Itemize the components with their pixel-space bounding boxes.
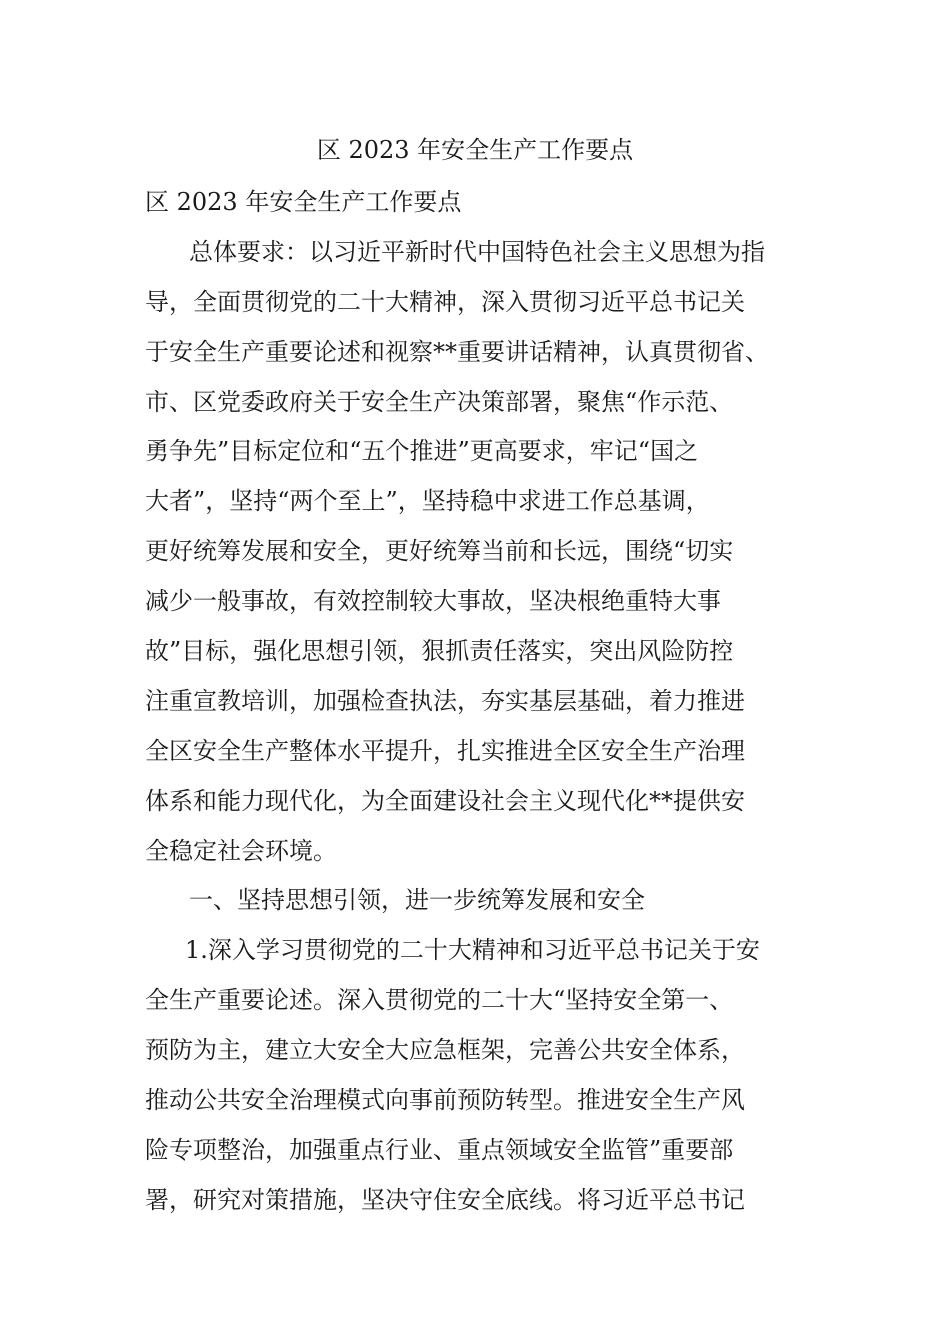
paragraph-line: 注重宣教培训，加强检查执法，夯实基层基础，着力推进: [145, 686, 745, 715]
paragraph-line: 勇争先”目标定位和“五个推进”更高要求，牢记“国之: [145, 437, 699, 466]
paragraph-line: 全区安全生产整体水平提升，扎实推进全区安全生产治理: [145, 736, 745, 765]
section-heading: 一、坚持思想引领，进一步统筹发展和安全: [189, 886, 645, 915]
paragraph-line: 1.深入学习贯彻党的二十大精神和习近平总书记关于安: [185, 936, 760, 965]
paragraph-line: 体系和能力现代化，为全面建设社会主义现代化**提供安: [145, 786, 745, 815]
subtitle-line: 区 2023 年安全生产工作要点: [145, 188, 462, 216]
paragraph-line: 更好统筹发展和安全，更好统筹当前和长远，围绕“切实: [145, 537, 734, 566]
paragraph-line: 市、区党委政府关于安全生产决策部署，聚焦“作示范、: [145, 387, 734, 416]
paragraph-line: 于安全生产重要论述和视察**重要讲话精神，认真贯彻省、: [145, 337, 769, 366]
paragraph-line: 预防为主，建立大安全大应急框架，完善公共安全体系，: [145, 1036, 745, 1065]
paragraph-line: 推动公共安全治理模式向事前预防转型。推进安全生产风: [145, 1086, 745, 1115]
paragraph-line: 大者”，坚持“两个至上”，坚持稳中求进工作总基调，: [145, 487, 710, 516]
paragraph-line: 导，全面贯彻党的二十大精神，深入贯彻习近平总书记关: [145, 287, 745, 316]
paragraph-line: 署，研究对策措施，坚决守住安全底线。将习近平总书记: [145, 1185, 745, 1214]
paragraph-line: 险专项整治，加强重点行业、重点领域安全监管”重要部: [145, 1135, 734, 1164]
paragraph-line: 全稳定社会环境。: [145, 836, 337, 865]
paragraph-line: 全生产重要论述。深入贯彻党的二十大“坚持安全第一、: [145, 986, 734, 1015]
paragraph-line: 减少一般事故，有效控制较大事故，坚决根绝重特大事: [145, 587, 721, 616]
paragraph-line: 总体要求：以习近平新时代中国特色社会主义思想为指: [189, 237, 765, 266]
document-title: 区 2023 年安全生产工作要点: [316, 136, 634, 164]
paragraph-line: 故”目标，强化思想引领，狠抓责任落实，突出风险防控: [145, 637, 734, 666]
document-body: [145, 178, 835, 1226]
